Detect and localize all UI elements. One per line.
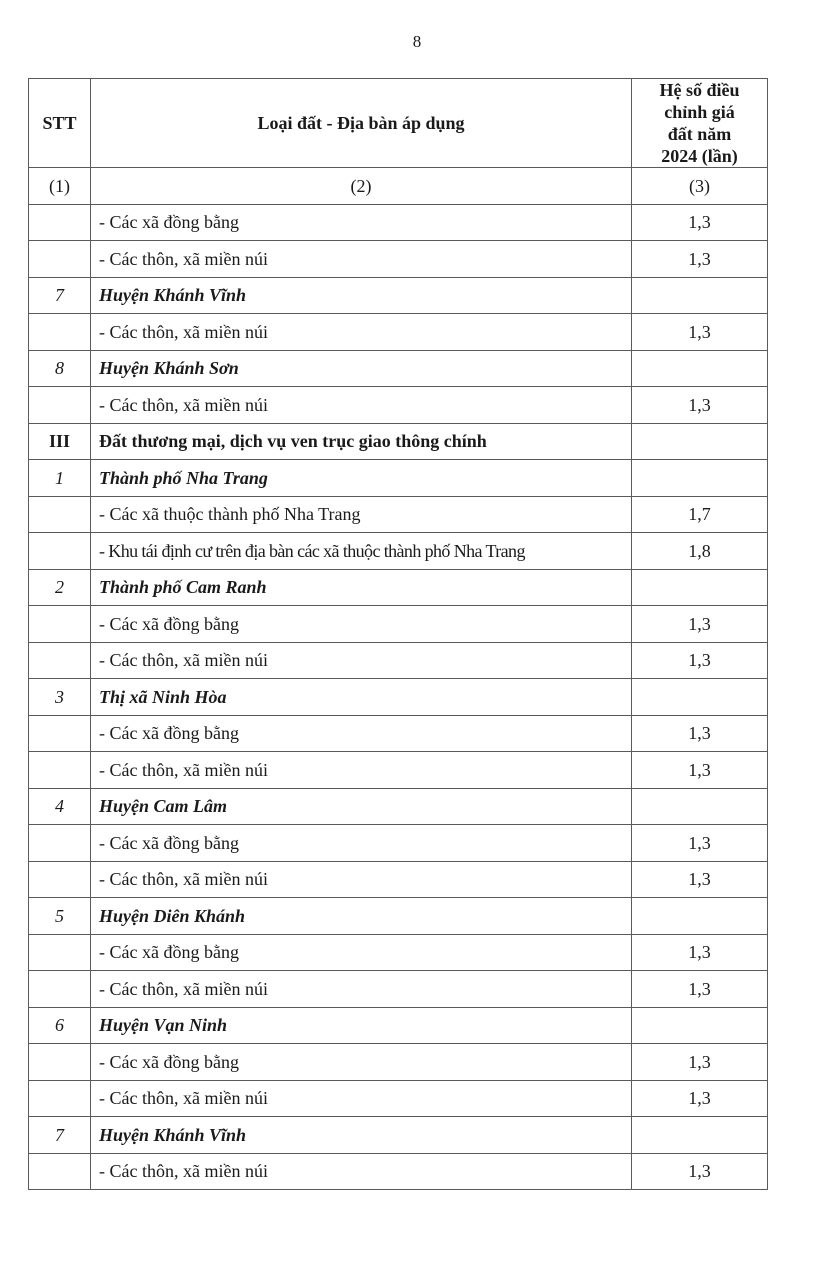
- row-stt: 8: [29, 350, 91, 387]
- row-coefficient: 1,3: [632, 1080, 768, 1117]
- row-stt: [29, 496, 91, 533]
- group-row: [29, 460, 768, 497]
- row-coefficient: 1,3: [632, 314, 768, 351]
- row-coefficient: [632, 898, 768, 935]
- row-stt: [29, 387, 91, 424]
- row-stt: [29, 314, 91, 351]
- row-stt: [29, 934, 91, 971]
- row-stt: [29, 861, 91, 898]
- table-row: [29, 606, 768, 643]
- row-label: - Các thôn, xã miền núi: [91, 971, 632, 1008]
- table-row: [29, 533, 768, 570]
- table-row: [29, 825, 768, 862]
- row-stt: [29, 1044, 91, 1081]
- row-coefficient: [632, 460, 768, 497]
- row-label: Huyện Vạn Ninh: [91, 1007, 632, 1044]
- row-stt: [29, 715, 91, 752]
- row-label: - Khu tái định cư trên địa bàn các xã thuộc thành phố Nha Trang: [91, 533, 632, 570]
- table-row: [29, 1044, 768, 1081]
- header-row: [29, 79, 768, 168]
- row-label: - Các xã đồng bằng: [91, 825, 632, 862]
- row-stt: [29, 241, 91, 278]
- row-coefficient: 1,7: [632, 496, 768, 533]
- table-body: [29, 168, 768, 1190]
- row-label: - Các xã đồng bằng: [91, 204, 632, 241]
- header-coefficient: [632, 79, 768, 168]
- row-stt: 5: [29, 898, 91, 935]
- row-coefficient: [632, 569, 768, 606]
- column-number-row: [29, 168, 768, 205]
- row-coefficient: 1,3: [632, 642, 768, 679]
- row-coefficient: 1,8: [632, 533, 768, 570]
- row-coefficient: [632, 679, 768, 716]
- row-stt: [29, 642, 91, 679]
- header-coef-line: 2024 (lần): [661, 146, 738, 166]
- row-stt: 2: [29, 569, 91, 606]
- row-stt: [29, 204, 91, 241]
- row-label: Thành phố Cam Ranh: [91, 569, 632, 606]
- row-label: - Các thôn, xã miền núi: [91, 314, 632, 351]
- table-row: [29, 204, 768, 241]
- row-coefficient: 1,3: [632, 715, 768, 752]
- row-coefficient: 1,3: [632, 825, 768, 862]
- land-price-coefficient-table: [28, 78, 768, 1190]
- row-coefficient: 1,3: [632, 752, 768, 789]
- row-label: - Các thôn, xã miền núi: [91, 241, 632, 278]
- header-coef-line: chỉnh giá: [664, 102, 735, 122]
- row-label: Thị xã Ninh Hòa: [91, 679, 632, 716]
- row-label: Huyện Cam Lâm: [91, 788, 632, 825]
- row-label: - Các xã đồng bằng: [91, 715, 632, 752]
- group-row: [29, 1007, 768, 1044]
- row-label: Đất thương mại, dịch vụ ven trục giao thông chính: [91, 423, 632, 460]
- table-row: [29, 934, 768, 971]
- row-stt: [29, 752, 91, 789]
- row-coefficient: 1,3: [632, 1153, 768, 1190]
- row-label: - Các thôn, xã miền núi: [91, 1080, 632, 1117]
- group-row: [29, 1117, 768, 1154]
- table-row: [29, 496, 768, 533]
- row-stt: III: [29, 423, 91, 460]
- row-coefficient: [632, 423, 768, 460]
- group-row: [29, 350, 768, 387]
- table-row: [29, 241, 768, 278]
- row-label: - Các xã đồng bằng: [91, 606, 632, 643]
- table-row: [29, 861, 768, 898]
- row-stt: 7: [29, 1117, 91, 1154]
- column-number: (3): [632, 168, 768, 205]
- header-land-type: Loại đất - Địa bàn áp dụng: [91, 79, 632, 168]
- group-row: [29, 679, 768, 716]
- row-stt: 7: [29, 277, 91, 314]
- row-coefficient: 1,3: [632, 204, 768, 241]
- row-stt: [29, 971, 91, 1008]
- row-coefficient: 1,3: [632, 971, 768, 1008]
- row-stt: [29, 825, 91, 862]
- row-stt: [29, 533, 91, 570]
- table-row: [29, 314, 768, 351]
- group-row: [29, 788, 768, 825]
- row-stt: 6: [29, 1007, 91, 1044]
- table-row: [29, 971, 768, 1008]
- header-coef-line: đất năm: [667, 124, 732, 144]
- row-stt: 1: [29, 460, 91, 497]
- table-row: [29, 1153, 768, 1190]
- table-row: [29, 387, 768, 424]
- row-label: - Các xã đồng bằng: [91, 934, 632, 971]
- header-stt: STT: [29, 79, 91, 168]
- row-coefficient: [632, 1117, 768, 1154]
- row-label: - Các thôn, xã miền núi: [91, 1153, 632, 1190]
- group-row: [29, 569, 768, 606]
- page-number: 8: [412, 32, 422, 51]
- section-row: [29, 423, 768, 460]
- row-label: - Các thôn, xã miền núi: [91, 861, 632, 898]
- row-stt: [29, 1153, 91, 1190]
- group-row: [29, 898, 768, 935]
- table-row: [29, 642, 768, 679]
- group-row: [29, 277, 768, 314]
- row-label: Huyện Khánh Vĩnh: [91, 277, 632, 314]
- column-number: (2): [91, 168, 632, 205]
- row-coefficient: [632, 788, 768, 825]
- row-label: Huyện Khánh Sơn: [91, 350, 632, 387]
- row-label: Huyện Diên Khánh: [91, 898, 632, 935]
- row-label: - Các thôn, xã miền núi: [91, 387, 632, 424]
- row-label: - Các xã thuộc thành phố Nha Trang: [91, 496, 632, 533]
- row-stt: 4: [29, 788, 91, 825]
- column-number: (1): [29, 168, 91, 205]
- row-coefficient: 1,3: [632, 606, 768, 643]
- row-coefficient: [632, 1007, 768, 1044]
- row-stt: [29, 606, 91, 643]
- row-label: Thành phố Nha Trang: [91, 460, 632, 497]
- row-coefficient: 1,3: [632, 387, 768, 424]
- row-coefficient: 1,3: [632, 1044, 768, 1081]
- row-label: - Các thôn, xã miền núi: [91, 642, 632, 679]
- row-coefficient: [632, 350, 768, 387]
- table-row: [29, 715, 768, 752]
- row-coefficient: 1,3: [632, 241, 768, 278]
- row-coefficient: [632, 277, 768, 314]
- row-label: - Các xã đồng bằng: [91, 1044, 632, 1081]
- row-label: Huyện Khánh Vĩnh: [91, 1117, 632, 1154]
- row-label: - Các thôn, xã miền núi: [91, 752, 632, 789]
- table-row: [29, 1080, 768, 1117]
- row-coefficient: 1,3: [632, 861, 768, 898]
- row-stt: 3: [29, 679, 91, 716]
- row-coefficient: 1,3: [632, 934, 768, 971]
- header-coef-line: Hệ số điều: [659, 80, 740, 100]
- table-row: [29, 752, 768, 789]
- row-stt: [29, 1080, 91, 1117]
